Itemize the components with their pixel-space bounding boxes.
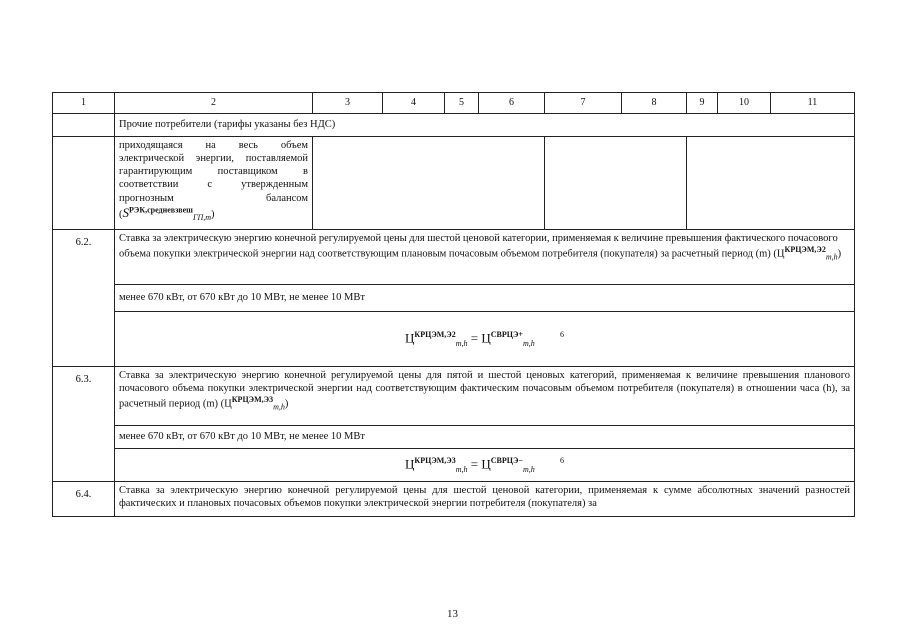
col-header: 11 (771, 93, 855, 114)
table-row (53, 367, 855, 426)
power-range: менее 670 кВт, от 670 кВт до 10 МВт, не менее 10 МВт (115, 285, 855, 312)
balance-text: приходящаяся на весь объем электрической энергии, поставляемой гарантирующим поставщиком в соответствии с утвержденным прогнозным балансом ( (119, 140, 308, 220)
symbol: Ц (224, 398, 232, 410)
table-row (53, 230, 855, 285)
formula-eq: = (470, 329, 479, 345)
formula-lhs-sup: КРЦЭМ,Э3 (414, 455, 456, 465)
col-header: 6 (479, 93, 545, 114)
description-text: Ставка за электрическую энергию конечной регулируемой цены для пятой и шестой ценовых категорий, применяемая к величине превышения планового почасового объема покупки электрической энергии над соответствующим фактическим почасовым объемом потребителя (покупателя) в отношении часа (h), за расчетный период (m) ( (119, 370, 850, 410)
row-number: 6.3. (53, 367, 115, 482)
row-description (115, 230, 855, 285)
formula-rhs: Ц (481, 329, 491, 345)
col-header: 10 (718, 93, 771, 114)
col-header: 5 (445, 93, 479, 114)
formula-eq: = (470, 455, 479, 471)
col-header: 2 (115, 93, 313, 114)
page-number: 13 (447, 608, 458, 620)
section-title: Прочие потребители (тарифы указаны без НДС) (115, 114, 855, 137)
row-number: 6.4. (53, 482, 115, 517)
symbol-sup: КРЦЭМ,Э3 (231, 395, 274, 405)
tariff-table (52, 92, 855, 517)
balance-close: ) (211, 208, 215, 220)
table-row (53, 285, 855, 312)
power-range: менее 670 кВт, от 670 кВт до 10 МВт, не менее 10 МВт (115, 426, 855, 449)
formula (115, 312, 855, 367)
formula (115, 449, 855, 482)
table-row (53, 482, 855, 517)
table-row (53, 137, 855, 230)
col-header: 9 (687, 93, 718, 114)
balance-sub: ГП,m (192, 212, 212, 222)
balance-sup: РЭК,средневзвеш (129, 205, 193, 215)
row-description: Ставка за электрическую энергию конечной регулируемой цены для шестой ценовой категории, применяемая к сумме абсолютных значений разностей фактических и плановых почасовых объемов покупки электрической энергии потребителя (покупателя) за (115, 482, 855, 517)
symbol-sub: m,h (825, 252, 838, 262)
col-header: 8 (622, 93, 687, 114)
row-description (115, 367, 855, 426)
formula-lhs-sup: КРЦЭМ,Э2 (414, 329, 456, 339)
col-header: 1 (53, 93, 115, 114)
col-header: 3 (313, 93, 383, 114)
symbol-close: ) (284, 398, 289, 410)
header-row (53, 93, 855, 114)
row-number: 6.2. (53, 230, 115, 367)
col-header: 7 (545, 93, 622, 114)
symbol: Ц (776, 248, 785, 260)
formula-rhs-sup: СВРЦЭ− (490, 455, 523, 465)
table-row (53, 312, 855, 367)
formula-lhs-sub: m,h (455, 464, 468, 474)
balance-cell (115, 137, 313, 230)
description-text: Ставка за электрическую энергию конечной регулируемой цены для шестой ценовой категории, применяемая к величине превышения фактического почасового объема покупки электрической энергии над соответствующим плановым почасовым объемом потребителя (покупателя) за расчетный период (m) ( (119, 233, 838, 260)
formula-rhs-sub: m,h (522, 464, 535, 474)
symbol-sub: m,h (273, 402, 285, 412)
table-row (53, 449, 855, 482)
formula-rhs-sub: m,h (522, 338, 535, 348)
footnote-mark: 6 (559, 455, 564, 465)
col-header: 4 (383, 93, 445, 114)
balance-symbol: S (122, 204, 129, 220)
table-row (53, 114, 855, 137)
formula-rhs: Ц (481, 455, 491, 471)
symbol-close: ) (837, 248, 842, 260)
formula-lhs: Ц (405, 455, 415, 471)
symbol-sup: КРЦЭМ,Э2 (784, 245, 826, 255)
footnote-mark: 6 (559, 329, 564, 339)
table-row (53, 426, 855, 449)
formula-lhs-sub: m,h (455, 338, 468, 348)
formula-rhs-sup: СВРЦЭ+ (490, 329, 523, 339)
formula-lhs: Ц (405, 329, 415, 345)
